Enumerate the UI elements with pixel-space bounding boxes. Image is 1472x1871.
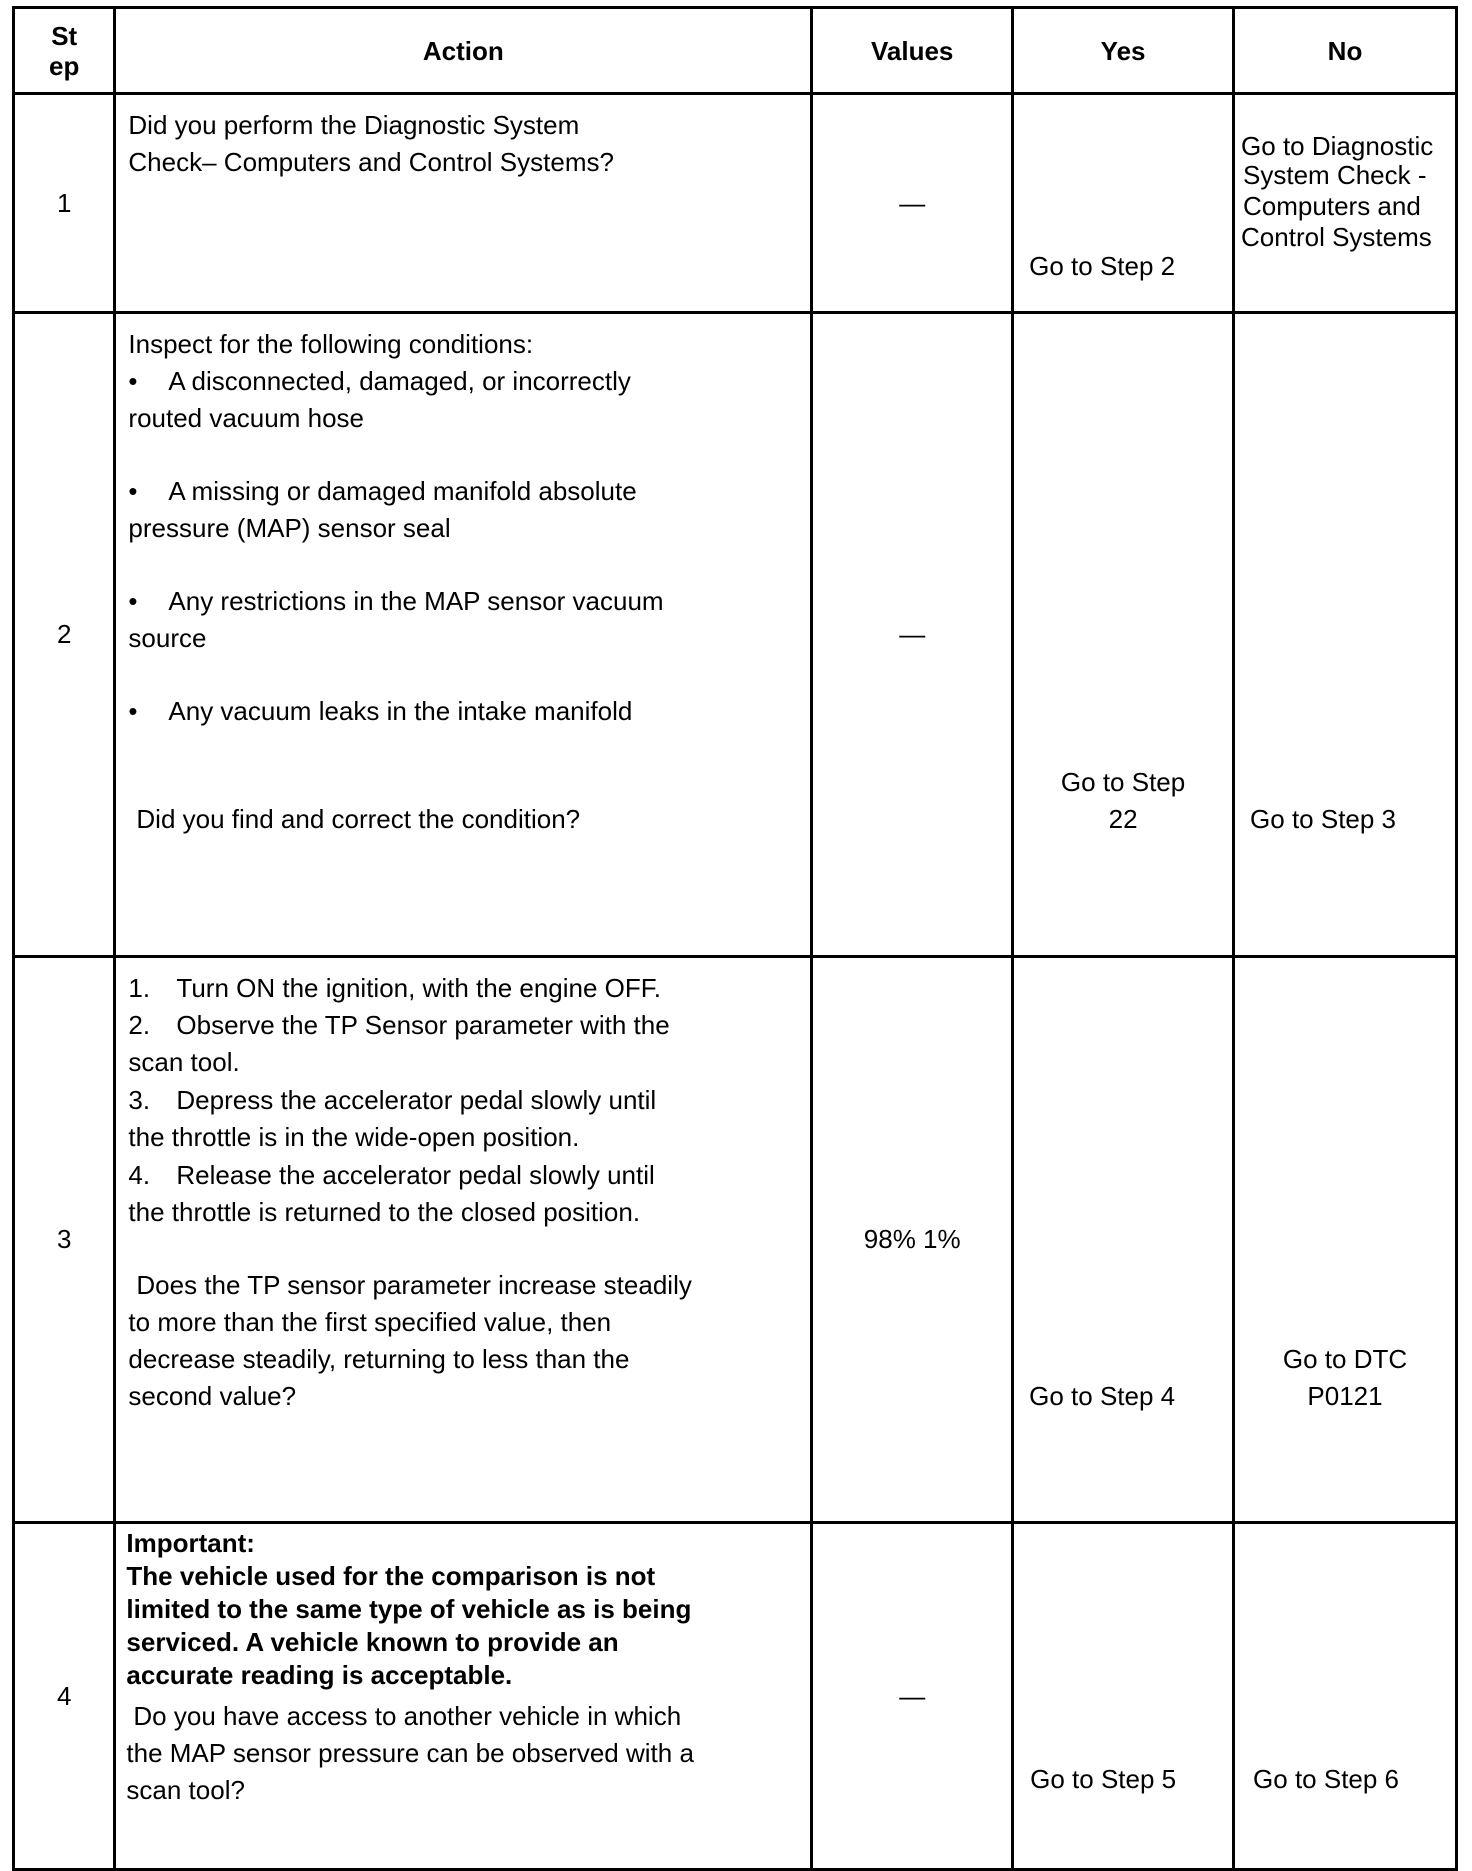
step-index: 2. [128,1010,151,1040]
important-line: limited to the same type of vehicle as is being [126,1594,692,1624]
yes-link[interactable]: Go to Step 5 [1030,1764,1177,1794]
bullet-text: Any restrictions in the MAP sensor vacuum [168,586,664,616]
values-cell: 98% 1% [812,957,1013,1523]
values-cell: — [812,94,1013,313]
no-link-line[interactable]: P0121 [1307,1381,1383,1411]
action-line: Did you perform the Diagnostic System [128,110,580,140]
question-line: decrease steadily, returning to less than the [128,1344,630,1374]
bullet-continuation: source [128,623,207,653]
question-line: the MAP sensor pressure can be observed with a [126,1738,694,1768]
no-link[interactable]: Go to Step 6 [1253,1764,1400,1794]
step-number: 4 [14,1523,115,1870]
bullet-item [128,689,632,734]
values-cell: — [812,1523,1013,1870]
action-line: Check– Computers and Control Systems? [128,147,614,177]
step-continuation: the throttle is returned to the closed position. [128,1197,641,1227]
yes-link[interactable]: Go to Step 2 [1029,251,1176,281]
header-values: Values [812,8,1013,94]
step-number: 1 [14,94,115,313]
important-line: serviced. A vehicle known to provide an [126,1627,619,1657]
step-continuation: the throttle is in the wide-open position. [128,1122,580,1152]
bullet-icon: • [128,476,138,506]
action-question: Did you find and correct the condition? [136,804,581,834]
no-cell [1234,313,1457,957]
bullet-text: A missing or damaged manifold absolute [168,476,637,506]
bullet-icon: • [128,366,138,396]
table-row [14,957,1457,1523]
question-line: Do you have access to another vehicle in which [133,1701,682,1731]
header-step [14,8,115,94]
important-line: accurate reading is acceptable. [126,1660,513,1690]
yes-link[interactable]: Go to Step 4 [1029,1381,1176,1411]
bullet-text: A disconnected, damaged, or incorrectly [168,366,631,396]
action-cell [115,1523,812,1870]
bullet-icon: • [128,696,138,726]
step-text: Turn ON the ignition, with the engine OFF. [176,973,662,1003]
question-line: scan tool? [126,1775,245,1805]
step-index: 4. [128,1160,151,1190]
table-row [14,1523,1457,1870]
no-cell [1234,1523,1457,1870]
yes-cell [1013,1523,1234,1870]
step-text: Release the accelerator pedal slowly until [176,1160,655,1190]
bullet-continuation: routed vacuum hose [128,403,364,433]
table-row [14,94,1457,313]
step-text: Observe the TP Sensor parameter with the [176,1010,670,1040]
bullet-icon: • [128,586,138,616]
table-row [14,313,1457,957]
no-link-line[interactable]: Go to Diagnostic [1241,131,1434,161]
yes-cell [1013,313,1234,957]
header-yes: Yes [1013,8,1234,94]
header-row [14,8,1457,94]
header-step-line1: St [51,20,78,51]
header-action: Action [115,8,812,94]
step-number: 3 [14,957,115,1523]
action-cell [115,957,812,1523]
no-link[interactable]: Go to Step 3 [1250,804,1397,834]
question-line: second value? [128,1381,297,1411]
step-continuation: scan tool. [128,1047,240,1077]
step-text: Depress the accelerator pedal slowly until [176,1085,657,1115]
no-link-line[interactable]: Go to DTC [1282,1344,1408,1374]
no-cell [1234,94,1457,313]
step-index: 1. [128,973,151,1003]
action-cell [115,94,812,313]
yes-cell [1013,957,1234,1523]
yes-link-line[interactable]: 22 [1108,804,1138,834]
action-cell [115,313,812,957]
question-line: Does the TP sensor parameter increase steadily [136,1270,692,1300]
bullet-text: Any vacuum leaks in the intake manifold [168,696,633,726]
question-line: to more than the first specified value, then [128,1307,612,1337]
no-cell [1234,957,1457,1523]
yes-cell [1013,94,1234,313]
step-index: 3. [128,1085,151,1115]
bullet-continuation: pressure (MAP) sensor seal [128,513,451,543]
important-line: The vehicle used for the comparison is not [126,1561,656,1591]
values-cell: — [812,313,1013,957]
header-no: No [1234,8,1457,94]
no-link-line[interactable]: Control Systems [1241,222,1432,252]
diagnostic-table [12,6,1458,1871]
bullet-item [128,579,663,624]
no-link-line[interactable]: System Check - [1243,160,1427,190]
step-number: 2 [14,313,115,957]
action-intro: Inspect for the following conditions: [128,329,534,359]
yes-link-line[interactable]: Go to Step [1060,767,1186,797]
important-label: Important: [126,1528,255,1558]
header-step-line2: ep [49,50,80,81]
no-link-line[interactable]: Computers and [1243,191,1421,221]
